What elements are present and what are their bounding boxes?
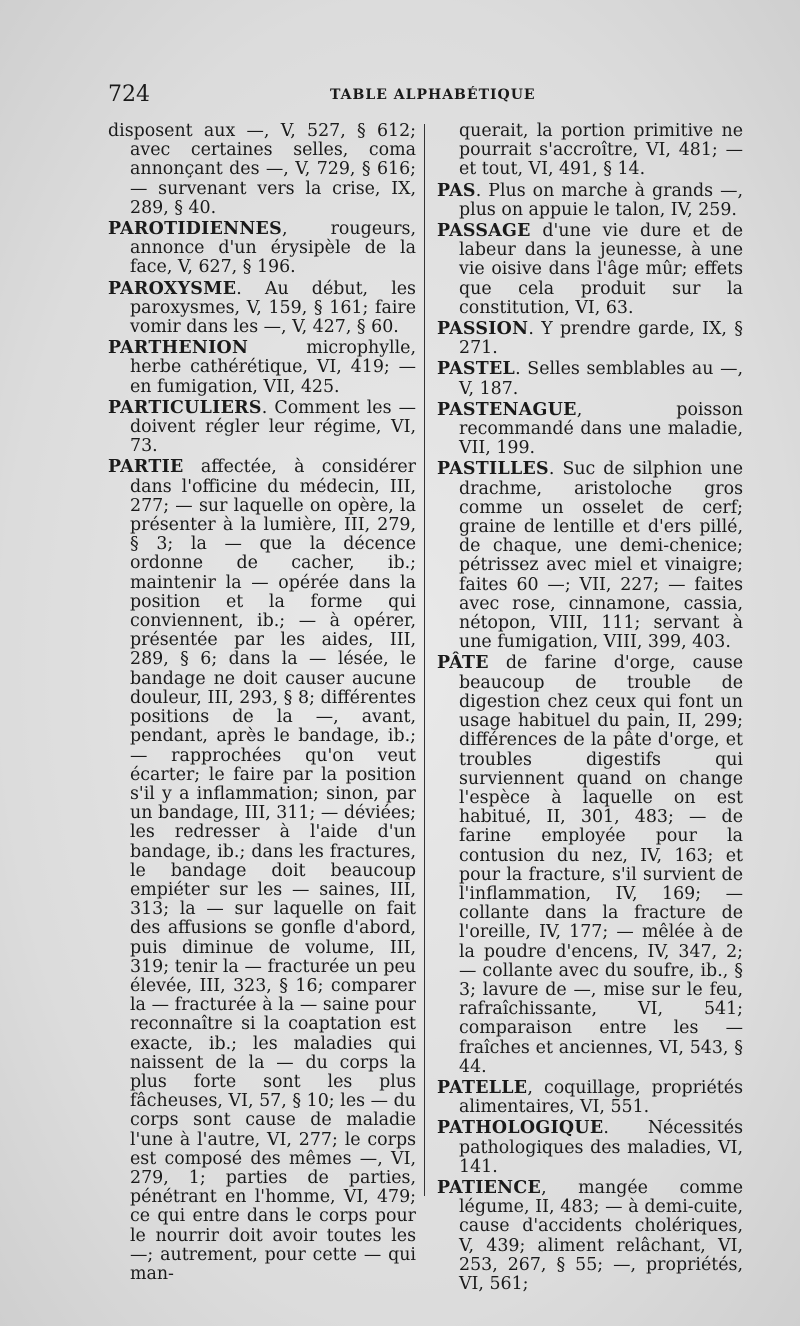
index-entry [108,280,416,338]
entry-headword: PASSION [437,319,529,340]
index-entry [108,458,416,1284]
index-entry [108,122,416,218]
column-divider [424,124,425,1196]
index-entry [437,320,743,358]
index-entry [437,460,743,652]
entry-headword: PASTENAGUE [437,399,577,420]
entry-text: , mangée comme légume, II, 483; — à demi-cuite, cause d'accidents cholériques, V, 439; aliment relâchant, VI, 253, 267, § 55; —, propriétés, VI, 561; [459,1177,743,1294]
entry-headword: PARTHENION [108,338,249,359]
entry-headword: PAROXYSME [108,278,237,299]
index-entry [437,401,743,459]
entry-text: . Comment les — doivent régler leur régime, VI, 73. [130,397,416,457]
entry-text: microphylle, herbe cathérétique, VI, 419; — en fumigation, VII, 425. [130,338,416,397]
entry-headword: PÂTE [437,653,489,674]
entry-text: d'une vie dure et de labeur dans la jeunesse, à une vie oisive dans l'âge mûr; effets que cela produit sur la constitution, VI, 63. [459,221,743,318]
entry-headword: PASTILLES [437,459,549,480]
entry-text: querait, la portion primitive ne pourrait s'accroître, VI, 481; — et tout, VI, 491, § 14. [459,121,743,180]
entry-headword: PATIENCE [437,1177,542,1198]
entry-text: affectée, à considérer dans l'officine du médecin, III, 277; — sur laquelle on opère, la présenter à la lumière, III, 279, § 3; la — que la décence ordonne de cacher, ib.; maintenir la — opérée dans la position et la forme qui conviennent, ib.; — à opérer, présentée par les aides, III, 289, § 6; dans la — lésée, le bandage ne doit causer aucune douleur, III, 293, § 8; différentes positions de la —, avant, pendant, après le bandage, ib.; — rapprochées qu'on veut écarter; le faire par la position s'il y a inflammation; sinon, par un bandage, III, 311; — déviées; les redresser à l'aide d'un bandage, ib.; dans les fractures, le bandage doit beaucoup empiéter sur les — saines, III, 313; la — sur laquelle on fait des affusions se gonfle d'abord, puis diminue de volume, III, 319; tenir la — fracturée un peu élevée, III, 323, § 16; comparer la — fracturée à la — saine pour reconnaître si la coaptation est exacte, ib.; les maladies qui naissent de la — du corps la plus forte sont les plus fâcheuses, VI, 57, § 10; les — du corps sont cause de maladie l'une à l'autre, VI, 277; le corps est composé des mêmes —, VI, 279, 1; parties de parties, pénétrant en l'homme, VI, 479; ce qui entre dans le corps pour le nourrir doit avoir toutes les —; autrement, pour cette — qui man- [130,457,416,1284]
entry-text: disposent aux —, V, 527, § 612; avec certaines selles, coma annonçant des —, V, 729, § 616; — survenant vers la crise, IX, 289, § 40. [108,121,416,218]
entry-headword: PASSAGE [437,221,531,242]
entry-headword: PARTIE [108,457,184,478]
entry-headword: PARTICULIERS [108,397,262,418]
entry-headword: PAS [437,180,476,201]
entry-headword: PATHOLOGIQUE [437,1118,604,1139]
index-column-right [437,122,743,1296]
entry-text: . Nécessités pathologiques des maladies, VI, 141. [459,1118,743,1177]
entry-text: . Selles semblables au —, V, 187. [459,359,743,399]
page-header [108,82,738,112]
entry-text: de farine d'orge, cause beaucoup de trouble de digestion chez ceux qui font un usage habituel du pain, II, 299; différences de la pâte d'orge, et troubles digestifs qui surviennent quand on change l'espèce à laquelle on est habitué, II, 301, 483; — de farine employée pour la contusion du nez, IV, 163; et pour la fracture, s'il survient de l'inflammation, IV, 169; — collante dans la fracture de l'oreille, IV, 177; — mêlée à de la poudre d'encens, IV, 347, 2; — collante avec du soufre, ib., § 3; lavure de —, mise sur le feu, rafraîchissante, VI, 541; comparaison entre les — fraîches et anciennes, VI, 543, § 44. [459,653,743,1077]
index-entry [437,182,743,220]
index-entry [108,220,416,278]
entry-text: . Suc de silphion une drachme, aristoloche gros comme un osselet de cerf; graine de lentille et d'ers pillé, de chaque, une demi-chenice; pétrissez avec miel et vinaigre; faites 60 —; VII, 227; — faites avec rose, cinnamone, cassia, nétopon, VIII, 111; servant à une fumigation, VIII, 399, 403. [459,459,743,653]
index-entry [108,399,416,457]
entry-headword: PASTEL [437,359,516,380]
entry-text: , coquillage, propriétés alimentaires, VI, 551. [459,1077,743,1118]
index-entry [437,1119,743,1177]
index-entry [437,654,743,1076]
index-entry [437,222,743,318]
entry-text: . Y prendre garde, IX, § 271. [459,319,743,359]
entry-text: . Au début, les paroxysmes, V, 159, § 161; faire vomir dans les —, V, 427, § 60. [130,278,416,338]
running-title: TABLE ALPHABÉTIQUE [330,87,536,103]
entry-headword: PATELLE [437,1077,528,1098]
index-entry [437,122,743,180]
entry-text: . Plus on marche à grands —, plus on appuie le talon, IV, 259. [459,180,743,220]
page-number: 724 [108,82,150,107]
index-entry [437,1079,743,1117]
index-column-left [108,122,416,1286]
entry-headword: PAROTIDIENNES [108,219,282,240]
entry-text: , poisson recommandé dans une maladie, VII, 199. [459,399,743,459]
index-entry [437,360,743,398]
entry-text: , rougeurs, annonce d'un érysipèle de la face, V, 627, § 196. [130,219,416,278]
index-entry [108,339,416,397]
index-entry [437,1179,743,1294]
